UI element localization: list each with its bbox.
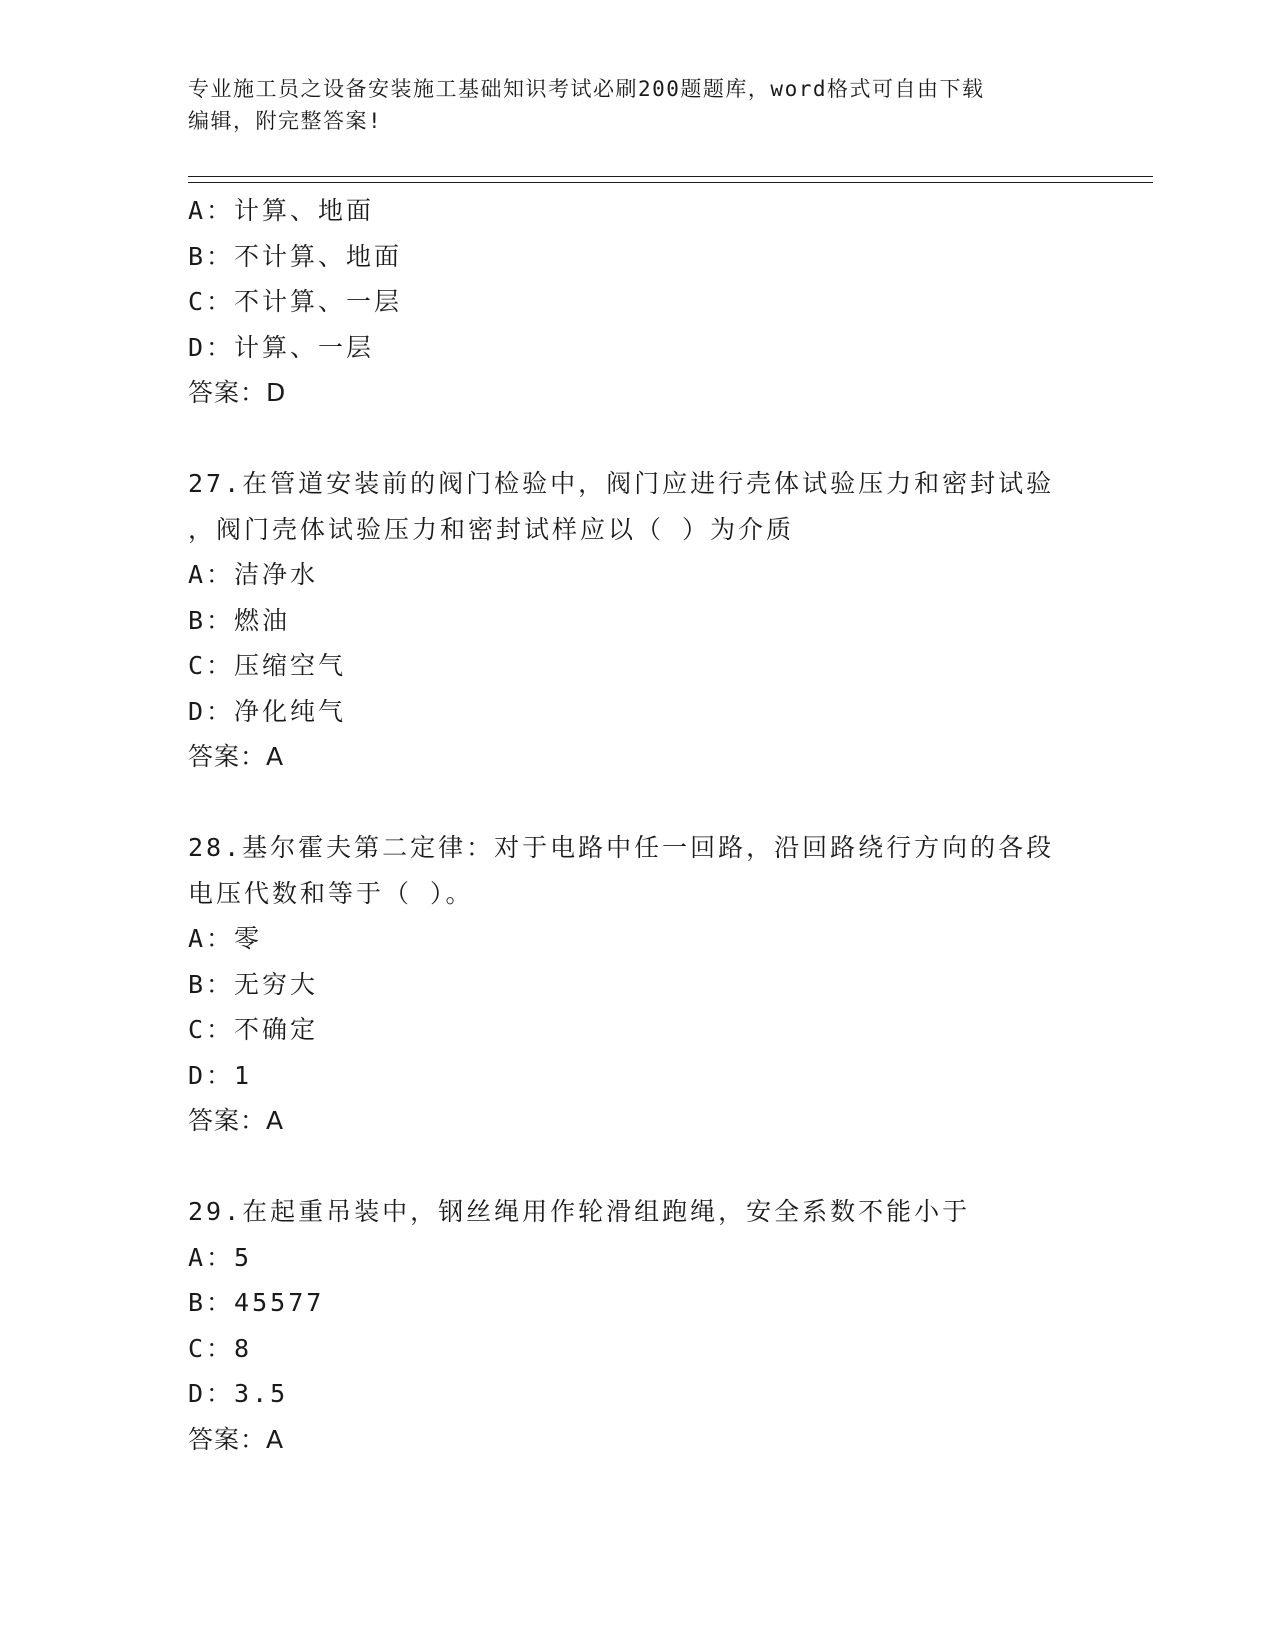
option-b: B：无穷大 [188,969,319,999]
question-28 [188,825,1148,1144]
option-d: D：计算、一层 [188,332,375,362]
option-d: D：1 [188,1060,253,1090]
option-a: A：计算、地面 [188,196,375,225]
question-stem: 27.在管道安装前的阀门检验中，阀门应进行壳体试验压力和密封试验 [188,469,1055,498]
header-rule-bottom [188,182,1153,183]
spacer [188,780,1148,826]
option-a: A：洁净水 [188,560,319,589]
spacer [188,1144,1148,1190]
question-stem-continued: 电压代数和等于（ ）。 [188,878,474,908]
option-b: B：不计算、地面 [188,241,403,271]
answer: 答案：A [188,1106,285,1135]
answer: 答案：A [188,1424,285,1454]
spacer [188,416,1148,462]
header-rule-top [188,176,1153,177]
question-27 [188,461,1148,780]
answer: 答案：D [188,378,287,407]
option-d: D：净化纯气 [188,696,347,726]
option-c: C：压缩空气 [188,651,347,680]
option-c: C：8 [188,1333,253,1363]
option-c: C：不确定 [188,1015,319,1044]
question-stem-continued: ，阀门壳体试验压力和密封试样应以（ ）为介质 [188,514,795,544]
option-a: A：零 [188,924,263,953]
option-c: C：不计算、一层 [188,287,403,316]
header-line-1: 专业施工员之设备安装施工基础知识考试必刷200题题库，word格式可自由下载 [188,77,985,101]
option-b: B：燃油 [188,605,291,635]
question-26 [188,188,1148,416]
answer: 答案：A [188,742,285,771]
option-a: A：5 [188,1242,253,1272]
question-stem: 29.在起重吊装中，钢丝绳用作轮滑组跑绳，安全系数不能小于 [188,1197,971,1226]
option-d: D：3.5 [188,1379,289,1408]
question-29 [188,1189,1148,1462]
header-line-2: 编辑，附完整答案! [188,109,383,133]
document-header [188,73,1088,137]
question-list [188,188,1148,1462]
question-stem: 28.基尔霍夫第二定律：对于电路中任一回路，沿回路绕行方向的各段 [188,833,1055,862]
option-b: B：45577 [188,1288,325,1317]
